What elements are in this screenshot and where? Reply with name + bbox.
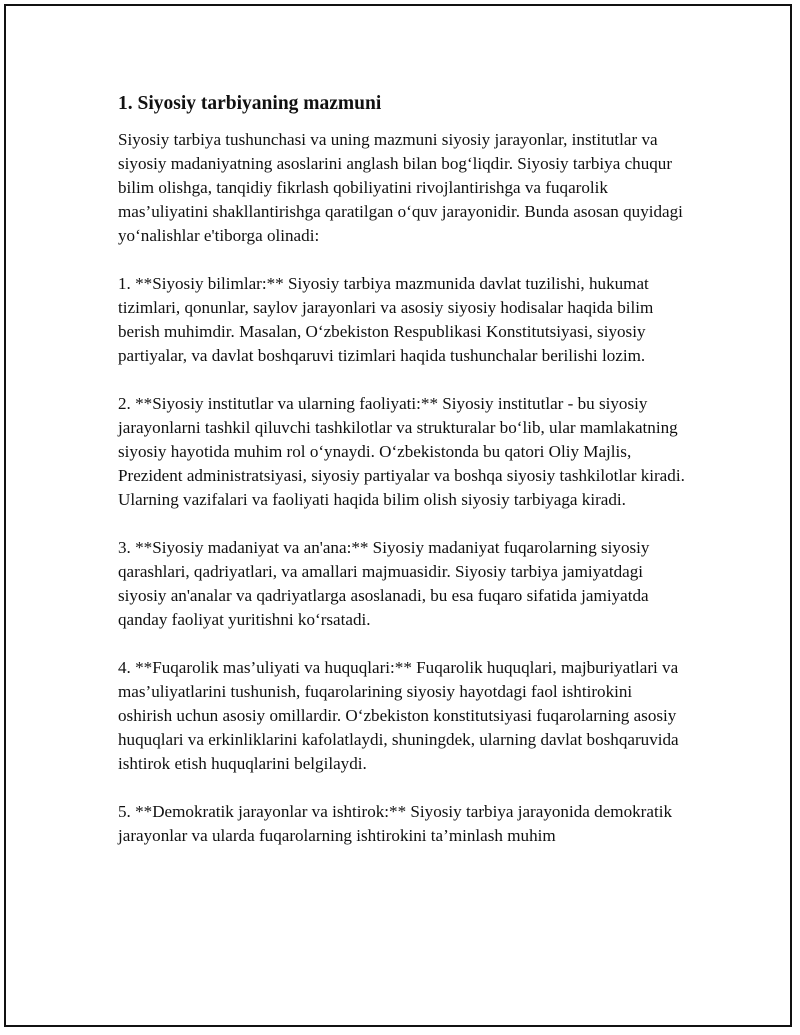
paragraph-political-knowledge: 1. **Siyosiy bilimlar:** Siyosiy tarbiya mazmunida davlat tuzilishi, hukumat tizimlari, qonunlar, saylov jarayonlari va asosiy siyosiy hodisalar haqida bilim berish muhimdir. Masalan, O‘zbekiston Respublikasi Konstitutsiyasi, siyosiy partiyalar, va davlat boshqaruvi tizimlari haqida tushunchalar berilishi lozim.	[118, 274, 654, 365]
document-body	[118, 92, 688, 872]
section-heading: 1. Siyosiy tarbiyaning mazmuni	[118, 93, 382, 114]
paragraph-political-institutions: 2. **Siyosiy institutlar va ularning faoliyati:** Siyosiy institutlar - bu siyosiy jarayonlarni tashkil qiluvchi tashkilotlar va strukturalar bo‘lib, ular mamlakatning siyosiy hayotida muhim rol o‘ynaydi. O‘zbekistonda bu qatori Oliy Majlis, Prezident administratsiyasi, siyosiy partiyalar va boshqa siyosiy tashkilotlar kiradi. Ularning vazifalari va faoliyati haqida bilim olish siyosiy tarbiyaga kiradi.	[118, 394, 685, 509]
paragraph-political-culture: 3. **Siyosiy madaniyat va an'ana:** Siyosiy madaniyat fuqarolarning siyosiy qarashlari, qadriyatlari, va amallari majmuasidir. Siyosiy tarbiya jamiyatdagi siyosiy an'analar va qadriyatlarga asoslanadi, bu esa fuqaro sifatida jamiyatda qanday faoliyat yuritishni ko‘rsatadi.	[118, 538, 650, 629]
paragraph-civic-responsibility: 4. **Fuqarolik mas’uliyati va huquqlari:** Fuqarolik huquqlari, majburiyatlari va mas’uliyatlarini tushunish, fuqarolarining siyosiy hayotdagi faol ishtirokini oshirish uchun asosiy omillardir. O‘zbekiston konstitutsiyasi fuqarolarning asosiy huquqlari va erkinliklarini kafolatlaydi, shuningdek, ularning davlat boshqaruvida ishtirok etish huquqlarini belgilaydi.	[118, 658, 679, 773]
paragraph-democratic-processes: 5. **Demokratik jarayonlar va ishtirok:** Siyosiy tarbiya jarayonida demokratik jarayonlar va ularda fuqarolarning ishtirokini ta’minlash muhim	[118, 802, 672, 845]
intro-paragraph: Siyosiy tarbiya tushunchasi va uning mazmuni siyosiy jarayonlar, institutlar va siyosiy madaniyatning asoslarini anglash bilan bog‘liqdir. Siyosiy tarbiya chuqur bilim olishga, tanqidiy fikrlash qobiliyatini rivojlantirishga va fuqarolik mas’uliyatini shakllantirishga qaratilgan o‘quv jarayonidir. Bunda asosan quyidagi yo‘nalishlar e'tiborga olinadi:	[118, 130, 683, 245]
